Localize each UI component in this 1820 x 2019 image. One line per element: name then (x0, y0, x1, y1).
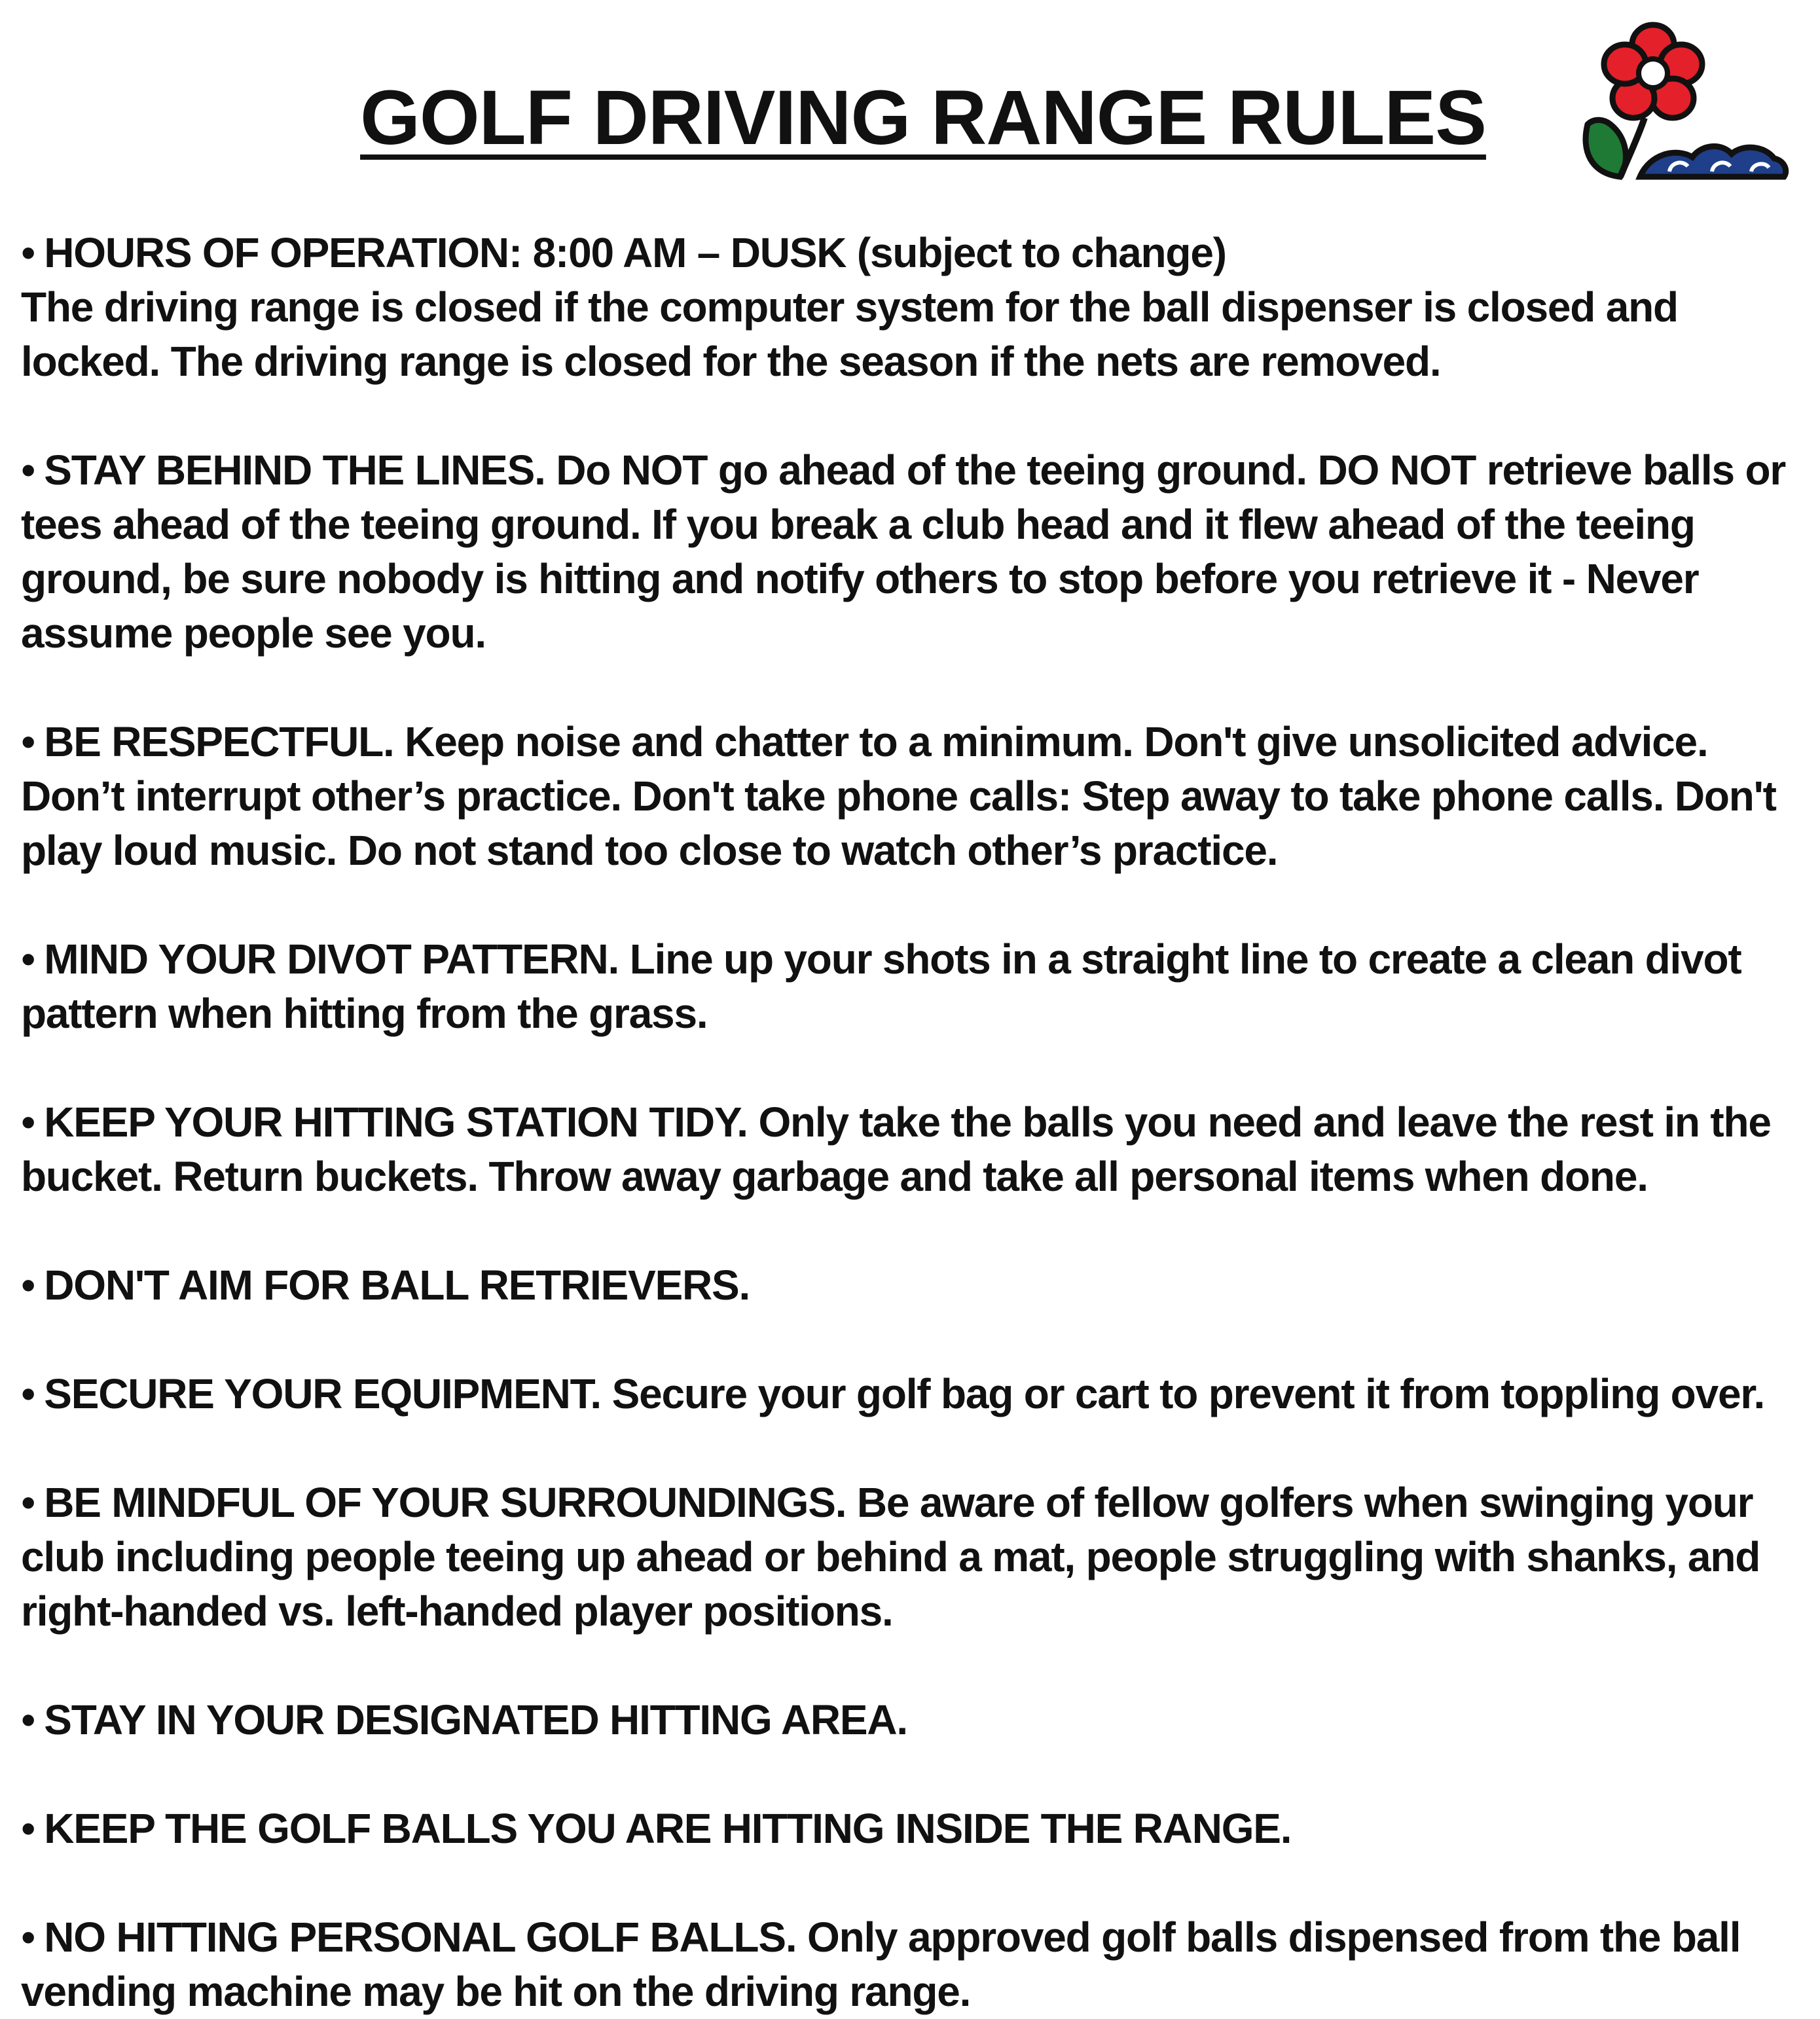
rule-heading: KEEP THE GOLF BALLS YOU ARE HITTING INSIDE THE RANGE. (44, 1805, 1292, 1852)
flower-wave-logo-icon (1571, 20, 1794, 190)
rule-item (21, 1095, 1802, 1204)
page-title (340, 72, 1506, 164)
rule-item (21, 932, 1802, 1041)
bullet: • (21, 1099, 35, 1146)
rule-text: Be aware of fellow golfers when swinging your club including people teeing up ahead or behind a mat, people struggling with shanks, and right-handed vs. left-handed player positions. (21, 1479, 1760, 1635)
rule-item (21, 1693, 1802, 1747)
rule-item (21, 226, 1802, 389)
rule-item (21, 1258, 1802, 1313)
page-title-text: GOLF DRIVING RANGE RULES (360, 75, 1486, 161)
rule-heading: SECURE YOUR EQUIPMENT. (44, 1370, 602, 1417)
rule-text: Only take the balls you need and leave the rest in the bucket. Return buckets. Throw away garbage and take all personal items when done. (21, 1099, 1771, 1200)
rule-heading: BE MINDFUL OF YOUR SURROUNDINGS. (44, 1479, 846, 1526)
rule-heading: NO HITTING PERSONAL GOLF BALLS. (44, 1914, 797, 1961)
rule-item (21, 1476, 1802, 1639)
rule-text: The driving range is closed if the computer system for the ball dispenser is closed and locked. The driving range is closed for the season if the nets are removed. (21, 283, 1678, 385)
bullet: • (21, 1370, 35, 1417)
rule-item (21, 1910, 1802, 2019)
flower-center (1639, 59, 1667, 88)
rule-heading: DON'T AIM FOR BALL RETRIEVERS. (44, 1262, 750, 1309)
bullet: • (21, 1805, 35, 1852)
bullet: • (21, 1262, 35, 1309)
rule-text: Line up your shots in a straight line to create a clean divot pattern when hitting from the grass. (21, 936, 1741, 1037)
rule-heading: MIND YOUR DIVOT PATTERN. (44, 936, 619, 983)
wave-shape (1640, 147, 1786, 177)
rule-heading: HOURS OF OPERATION: 8:00 AM – DUSK (subject to change) (44, 229, 1226, 276)
rule-item (21, 715, 1802, 878)
rules-list (21, 226, 1802, 2019)
leaf-shape (1586, 120, 1626, 177)
rule-text: Secure your golf bag or cart to prevent it from toppling over. (611, 1370, 1765, 1417)
bullet: • (21, 1479, 35, 1526)
rule-heading: BE RESPECTFUL. (44, 718, 394, 765)
page-header (0, 0, 1820, 223)
bullet: • (21, 229, 35, 276)
rule-heading: STAY IN YOUR DESIGNATED HITTING AREA. (44, 1696, 907, 1743)
bullet: • (21, 446, 35, 494)
rule-item (21, 443, 1802, 661)
rule-heading: STAY BEHIND THE LINES. (44, 446, 545, 494)
bullet: • (21, 1696, 35, 1743)
bullet: • (21, 718, 35, 765)
rule-text: Do NOT go ahead of the teeing ground. DO NOT retrieve balls or tees ahead of the teeing ground. If you break a club head and it flew ahead of the teeing ground, be sure nobody is hitting and notify others to stop before you retrieve it - Never assume people see you. (21, 446, 1786, 657)
rule-item (21, 1367, 1802, 1421)
rule-heading: KEEP YOUR HITTING STATION TIDY. (44, 1099, 748, 1146)
rule-item (21, 1802, 1802, 1856)
rule-text: Only approved golf balls dispensed from the ball vending machine may be hit on the driving range. (21, 1914, 1741, 2015)
rule-text: Keep noise and chatter to a minimum. Don't give unsolicited advice. Don’t interrupt other’s practice. Don't take phone calls: Step away to take phone calls. Don't play loud music. Do not stand too close to watch other’s practice. (21, 718, 1776, 874)
bullet: • (21, 936, 35, 983)
bullet: • (21, 1914, 35, 1961)
